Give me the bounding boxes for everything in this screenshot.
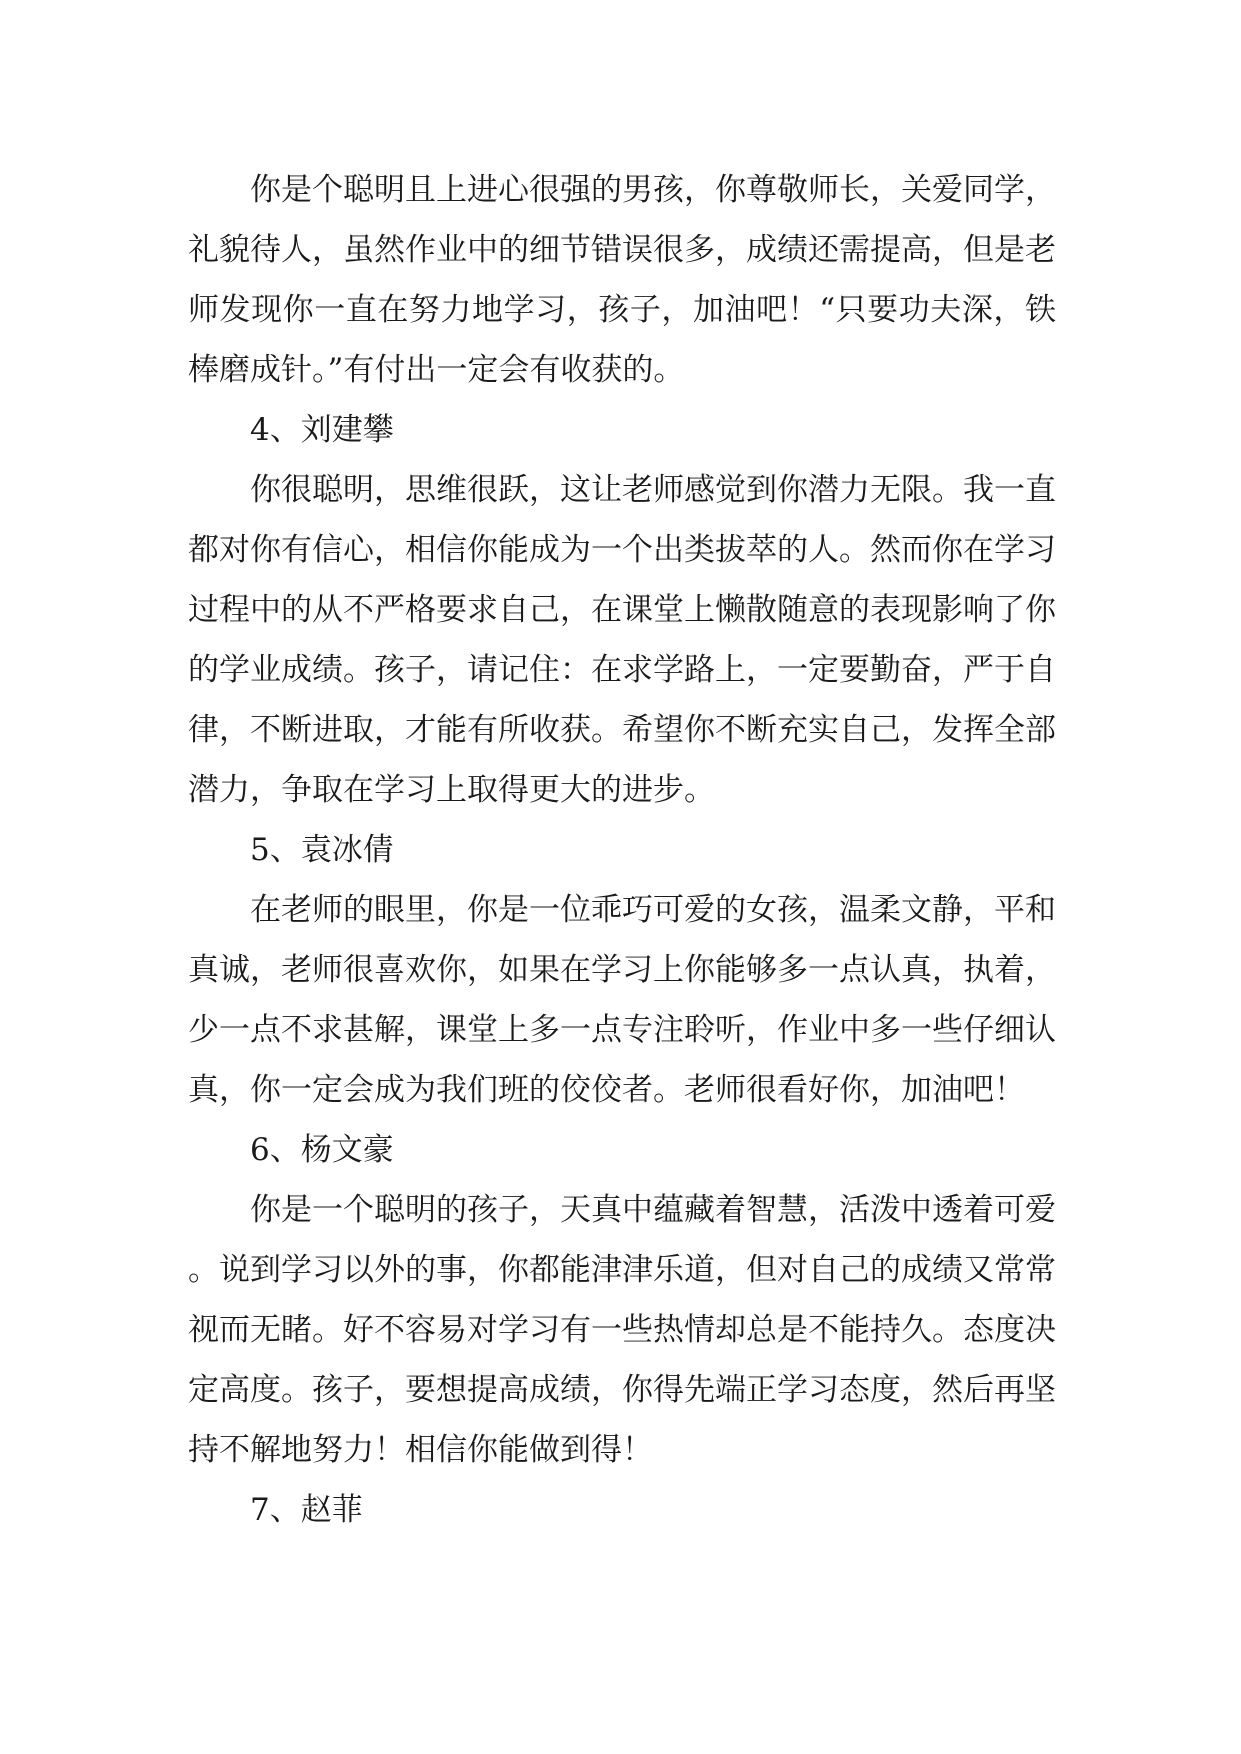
paragraph-comment-6: 你是一个聪明的孩子，天真中蕴藏着智慧，活泼中透着可爱。说到学习以外的事，你都能津津乐道，但对自己的成绩又常常视而无睹。好不容易对学习有一些热情却总是不能持久。态度决定高度。孩子，要想提高成绩，你得先端正学习态度，然后再坚持不解地努力！相信你能做到得！ (188, 1192, 1056, 1468)
paragraph-comment-5: 在老师的眼里，你是一位乖巧可爱的女孩，温柔文静，平和真诚，老师很喜欢你，如果在学习上你能够多一点认真，执着，少一点不求甚解，课堂上多一点专注聆听，作业中多一些仔细认真，你一定会成为我们班的佼佼者。老师很看好你，加油吧！ (188, 892, 1056, 1108)
heading-student-5: 5、袁冰倩 (250, 832, 394, 868)
heading-student-7: 7、赵菲 (250, 1492, 363, 1528)
paragraph-comment-4: 你很聪明，思维很跃，这让老师感觉到你潜力无限。我一直都对你有信心，相信你能成为一个出类拔萃的人。然而你在学习过程中的从不严格要求自己，在课堂上懒散随意的表现影响了你的学业成绩。孩子，请记住：在求学路上，一定要勤奋，严于自律，不断进取，才能有所收获。希望你不断充实自己，发挥全部潜力，争取在学习上取得更大的进步。 (188, 472, 1056, 808)
paragraph-comment-3: 你是个聪明且上进心很强的男孩，你尊敬师长，关爱同学，礼貌待人，虽然作业中的细节错误很多，成绩还需提高，但是老师发现你一直在努力地学习，孩子，加油吧！“只要功夫深，铁棒磨成针。”有付出一定会有收获的。 (188, 172, 1056, 388)
heading-student-6: 6、杨文豪 (250, 1132, 394, 1168)
heading-student-4: 4、刘建攀 (250, 412, 394, 448)
document-body (188, 160, 1056, 1540)
